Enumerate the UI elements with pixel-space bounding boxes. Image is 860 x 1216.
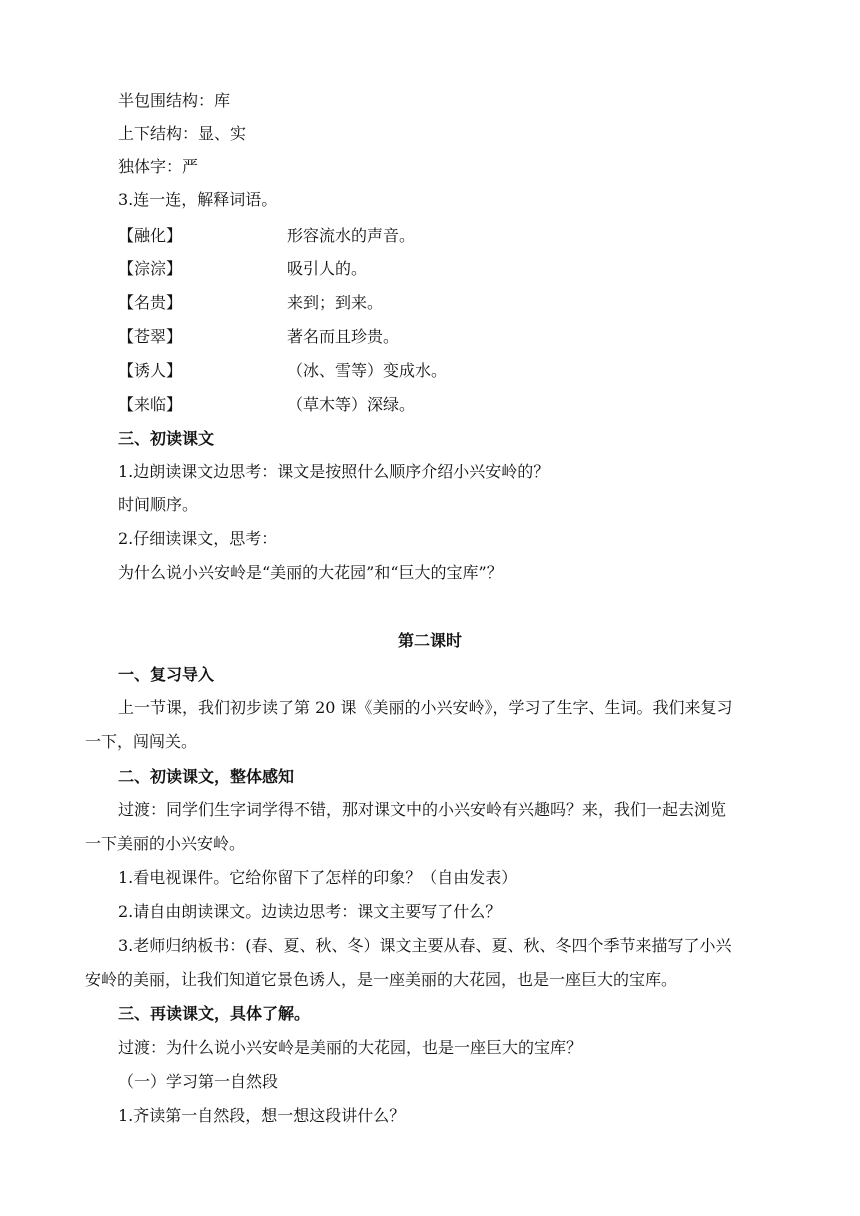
question-1: 1.边朗读课文边思考：课文是按照什么顺序介绍小兴安岭的？ [118, 462, 550, 481]
match-definition: （草木等）深绿。 [287, 395, 416, 414]
match-term: 【融化】 [118, 226, 183, 245]
match-row [118, 395, 416, 415]
match-definition: 形容流水的声音。 [287, 226, 416, 245]
paragraph-line: 上一节课，我们初步读了第 20 课《美丽的小兴安岭》，学习了生字、生词。我们来复习 [118, 698, 733, 717]
match-term: 【来临】 [118, 395, 183, 414]
answer-1: 时间顺序。 [118, 495, 199, 514]
match-term: 【苍翠】 [118, 327, 183, 346]
match-row [118, 293, 384, 313]
match-definition: 来到；到来。 [287, 293, 384, 312]
subsection-heading: （一）学习第一自然段 [118, 1072, 279, 1091]
question-line: 1.齐读第一自然段，想一想这段讲什么？ [118, 1106, 406, 1125]
match-term: 【淙淙】 [118, 259, 183, 278]
match-row [118, 226, 416, 246]
match-row [118, 361, 448, 381]
match-term: 【名贵】 [118, 293, 183, 312]
structure-single: 独体字：严 [118, 157, 199, 176]
step-3-continued: 安岭的美丽，让我们知道它景色诱人，是一座美丽的大花园，也是一座巨大的宝库。 [85, 970, 678, 989]
paragraph-line: 一下，闯闯关。 [85, 732, 198, 751]
step-3: 3.老师归纳板书：(春、夏、秋、冬）课文主要从春、夏、秋、冬四个季节来描写了小兴 [118, 936, 732, 955]
structure-top-bottom: 上下结构：显、实 [118, 124, 247, 143]
section-heading: 三、初读课文 [118, 429, 215, 448]
match-row [118, 327, 400, 347]
section-heading: 一、复习导入 [118, 665, 215, 684]
match-definition: 著名而且珍贵。 [287, 327, 400, 346]
match-definition: 吸引人的。 [287, 259, 368, 278]
section-heading: 二、初读课文，整体感知 [118, 767, 295, 786]
question-2-detail: 为什么说小兴安岭是“美丽的大花园”和“巨大的宝库”？ [118, 563, 503, 582]
paragraph-line: 一下美丽的小兴安岭。 [85, 834, 246, 853]
section-heading: 三、再读课文，具体了解。 [118, 1004, 311, 1023]
match-term: 【诱人】 [118, 361, 183, 380]
question-2: 2.仔细读课文，思考： [118, 529, 278, 548]
paragraph-line: 过渡：同学们生字词学得不错，那对课文中的小兴安岭有兴趣吗？来，我们一起去浏览 [118, 800, 727, 819]
paragraph-line: 过渡：为什么说小兴安岭是美丽的大花园，也是一座巨大的宝库？ [118, 1038, 583, 1057]
exercise-3-title: 3.连一连，解释词语。 [118, 190, 278, 209]
structure-semi-enclosed: 半包围结构：库 [118, 91, 231, 110]
lesson-title: 第二课时 [397, 631, 462, 650]
match-row [118, 259, 368, 279]
match-definition: （冰、雪等）变成水。 [287, 361, 448, 380]
step-2: 2.请自由朗读课文。边读边思考：课文主要写了什么？ [118, 902, 502, 921]
step-1: 1.看电视课件。它给你留下了怎样的印象？（自由发表） [118, 868, 518, 887]
